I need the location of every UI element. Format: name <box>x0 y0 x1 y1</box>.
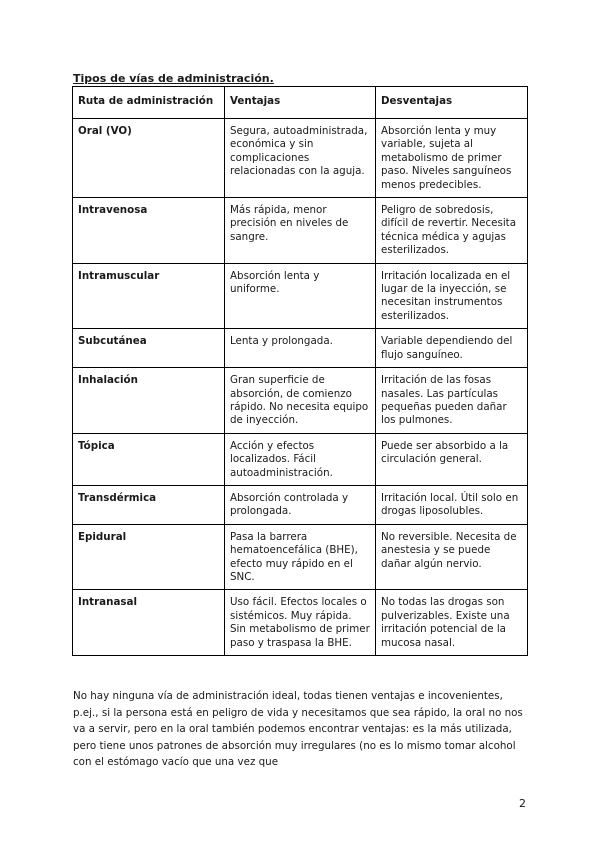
table-row <box>73 329 528 368</box>
advantages-cell: Uso fácil. Efectos locales o sistémicos. Muy rápida. Sin metabolismo de primer paso y traspasa la BHE. <box>225 590 376 656</box>
advantages-cell: Gran superficie de absorción, de comienzo rápido. No necesita equipo de inyección. <box>225 368 376 434</box>
table-row <box>73 433 528 485</box>
table-row <box>73 119 528 198</box>
disadvantages-cell: Puede ser absorbido a la circulación general. <box>376 433 528 485</box>
advantages-cell: Más rápida, menor precisión en niveles de sangre. <box>225 198 376 264</box>
route-cell: Inhalación <box>73 368 225 434</box>
table-row <box>73 590 528 656</box>
disadvantages-cell: Absorción lenta y muy variable, sujeta al metabolismo de primer paso. Niveles sanguíneos menos predecibles. <box>376 119 528 198</box>
disadvantages-cell: Irritación de las fosas nasales. Las partículas pequeñas pueden dañar los pulmones. <box>376 368 528 434</box>
table-row <box>73 368 528 434</box>
table-header-row <box>73 87 528 119</box>
administration-routes-table <box>72 86 528 656</box>
disadvantages-cell: Irritación localizada en el lugar de la inyección, se necesitan instrumentos esterilizados. <box>376 263 528 329</box>
route-cell: Epidural <box>73 524 225 590</box>
route-cell: Intramuscular <box>73 263 225 329</box>
advantages-cell: Lenta y prolongada. <box>225 329 376 368</box>
advantages-cell: Acción y efectos localizados. Fácil autoadministración. <box>225 433 376 485</box>
route-cell: Intranasal <box>73 590 225 656</box>
page-number: 2 <box>519 797 526 810</box>
header-advantages: Ventajas <box>225 87 376 119</box>
route-cell: Transdérmica <box>73 485 225 524</box>
header-disadvantages: Desventajas <box>376 87 528 119</box>
route-cell: Subcutánea <box>73 329 225 368</box>
table-row <box>73 263 528 329</box>
advantages-cell: Absorción lenta y uniforme. <box>225 263 376 329</box>
advantages-cell: Segura, autoadministrada, económica y sin complicaciones relacionadas con la aguja. <box>225 119 376 198</box>
disadvantages-cell: Variable dependiendo del flujo sanguíneo. <box>376 329 528 368</box>
section-title: Tipos de vías de administración. <box>73 72 274 85</box>
header-route: Ruta de administración <box>73 87 225 119</box>
advantages-cell: Pasa la barrera hematoencefálica (BHE), efecto muy rápido en el SNC. <box>225 524 376 590</box>
body-paragraph: No hay ninguna vía de administración ideal, todas tienen ventajas e incovenientes, p.ej., si la persona está en peligro de vida y necesitamos que sea rápido, la oral no nos va a servir, pero en la oral también podemos encontrar ventajas: es la más utilizada, pero tiene unos patrones de absorción muy irregulares (no es lo mismo tomar alcohol con el estómago vacío que una vez que <box>73 690 523 768</box>
table-row <box>73 524 528 590</box>
disadvantages-cell: No todas las drogas son pulverizables. Existe una irritación potencial de la mucosa nasal. <box>376 590 528 656</box>
table-row <box>73 198 528 264</box>
route-cell: Oral (VO) <box>73 119 225 198</box>
disadvantages-cell: Peligro de sobredosis, difícil de revertir. Necesita técnica médica y agujas esterilizados. <box>376 198 528 264</box>
table-row <box>73 485 528 524</box>
route-cell: Tópica <box>73 433 225 485</box>
disadvantages-cell: No reversible. Necesita de anestesia y se puede dañar algún nervio. <box>376 524 528 590</box>
disadvantages-cell: Irritación local. Útil solo en drogas liposolubles. <box>376 485 528 524</box>
route-cell: Intravenosa <box>73 198 225 264</box>
advantages-cell: Absorción controlada y prolongada. <box>225 485 376 524</box>
